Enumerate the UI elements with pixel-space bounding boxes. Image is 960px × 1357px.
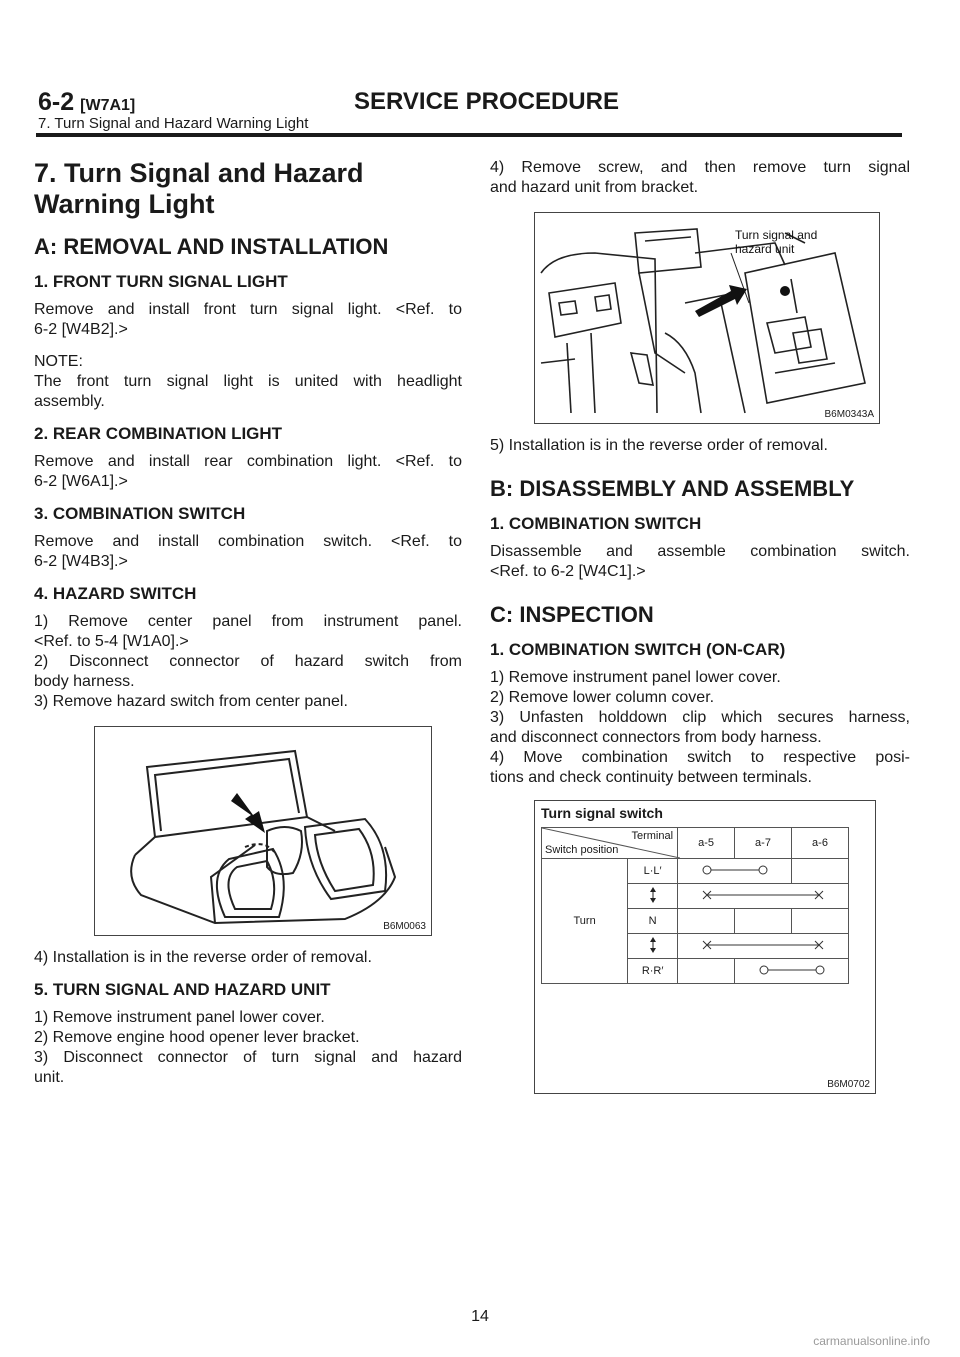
right-column (490, 158, 910, 1106)
step-text: 4) Move combination switch to respective posi- (490, 749, 910, 766)
step-text: 4) Installation is in the reverse order of removal. (34, 949, 372, 966)
note-text: assembly. (34, 393, 105, 410)
b-combination-switch-heading: 1. COMBINATION SWITCH (490, 514, 702, 533)
body-text: Remove and install rear combination light. <Ref. to (34, 453, 462, 470)
note-text: The front turn signal light is united with headlight (34, 373, 462, 390)
front-turn-signal-heading: 1. FRONT TURN SIGNAL LIGHT (34, 272, 288, 291)
figure-caption: B6M0343A (824, 409, 874, 420)
step-text: <Ref. to 5-4 [W1A0].> (34, 633, 189, 650)
step-text: tions and check continuity between terminals. (490, 769, 812, 786)
section-number: 6-2 (38, 88, 75, 116)
step-text: 4) Remove screw, and then remove turn signal (490, 159, 910, 176)
step-text: and hazard unit from bracket. (490, 179, 699, 196)
step-text: 3) Unfasten holddown clip which secures harness, (490, 709, 910, 726)
section-a-heading: A: REMOVAL AND INSTALLATION (34, 234, 389, 259)
header-rule (36, 133, 902, 137)
step-text: 1) Remove instrument panel lower cover. (490, 669, 781, 686)
transition-icon (628, 884, 678, 909)
terminal-header: a-5 (678, 828, 735, 859)
header-switch-position: Switch position (545, 844, 619, 856)
section-c-heading: C: INSPECTION (490, 602, 654, 627)
combination-switch-heading: 3. COMBINATION SWITCH (34, 504, 246, 523)
position-label: L·L′ (628, 859, 678, 884)
screw-icon (780, 286, 790, 296)
position-label: R·R′ (628, 959, 678, 984)
step-text: 1) Remove center panel from instrument panel. (34, 613, 462, 630)
figure-caption: B6M0702 (827, 1079, 870, 1090)
body-text: Remove and install front turn signal light. <Ref. to (34, 301, 462, 318)
watermark: carmanualsonline.info (813, 1334, 930, 1348)
arrow-icon (695, 285, 747, 317)
page-header (38, 88, 898, 132)
terminal-header: a-6 (792, 828, 849, 859)
step-text: 3) Disconnect connector of turn signal and hazard (34, 1049, 462, 1066)
header-subtitle: 7. Turn Signal and Hazard Warning Light (38, 115, 309, 132)
transition-cell (678, 934, 849, 959)
figure-hazard-switch (94, 726, 432, 936)
note-label: NOTE: (34, 353, 83, 370)
body-text: 6-2 [W6A1].> (34, 473, 128, 490)
terminal-header: a-7 (735, 828, 792, 859)
figure-caption: B6M0063 (383, 921, 426, 932)
continuity-table (541, 827, 849, 984)
group-label: Turn (542, 859, 628, 984)
step-text: body harness. (34, 673, 135, 690)
turn-signal-unit-illustration (535, 213, 879, 423)
body-text: <Ref. to 6-2 [W4C1].> (490, 563, 646, 580)
turn-signal-unit-heading: 5. TURN SIGNAL AND HAZARD UNIT (34, 980, 331, 999)
figure-switch-table (534, 800, 876, 1094)
figure-turn-signal-unit (534, 212, 880, 424)
header-terminal: Terminal (631, 830, 674, 842)
step-text: 1) Remove instrument panel lower cover. (34, 1009, 325, 1026)
page-title: 7. Turn Signal and Hazard Warning Light (34, 158, 364, 219)
body-text: Disassemble and assemble combination switch. (490, 543, 910, 560)
section-b-heading: B: DISASSEMBLY AND ASSEMBLY (490, 476, 855, 501)
table-header-corner (542, 828, 678, 859)
hazard-switch-heading: 4. HAZARD SWITCH (34, 584, 197, 603)
step-text: 2) Disconnect connector of hazard switch from (34, 653, 462, 670)
body-text: 6-2 [W4B2].> (34, 321, 128, 338)
section-code: [W7A1] (80, 97, 136, 114)
step-text: unit. (34, 1069, 65, 1086)
step-text: 2) Remove engine hood opener lever bracket. (34, 1029, 360, 1046)
c-combination-switch-heading: 1. COMBINATION SWITCH (ON-CAR) (490, 640, 786, 659)
continuity-cell (735, 959, 849, 984)
table-title: Turn signal switch (541, 805, 663, 821)
left-column (34, 158, 462, 1088)
body-text: 6-2 [W4B3].> (34, 553, 128, 570)
rear-combination-heading: 2. REAR COMBINATION LIGHT (34, 424, 283, 443)
hazard-switch-illustration (95, 727, 431, 935)
position-label: N (628, 909, 678, 934)
transition-icon (628, 934, 678, 959)
step-text: 3) Remove hazard switch from center panel. (34, 693, 348, 710)
step-text: 5) Installation is in the reverse order of removal. (490, 437, 828, 454)
continuity-cell (678, 859, 792, 884)
procedure-title: SERVICE PROCEDURE (354, 88, 619, 115)
body-text: Remove and install combination switch. <Ref. to (34, 533, 462, 550)
figure-callout: Turn signal and (735, 228, 818, 242)
step-text: 2) Remove lower column cover. (490, 689, 715, 706)
transition-cell (678, 884, 849, 909)
step-text: and disconnect connectors from body harness. (490, 729, 822, 746)
figure-callout: hazard unit (735, 242, 795, 256)
page-number: 14 (471, 1308, 489, 1325)
